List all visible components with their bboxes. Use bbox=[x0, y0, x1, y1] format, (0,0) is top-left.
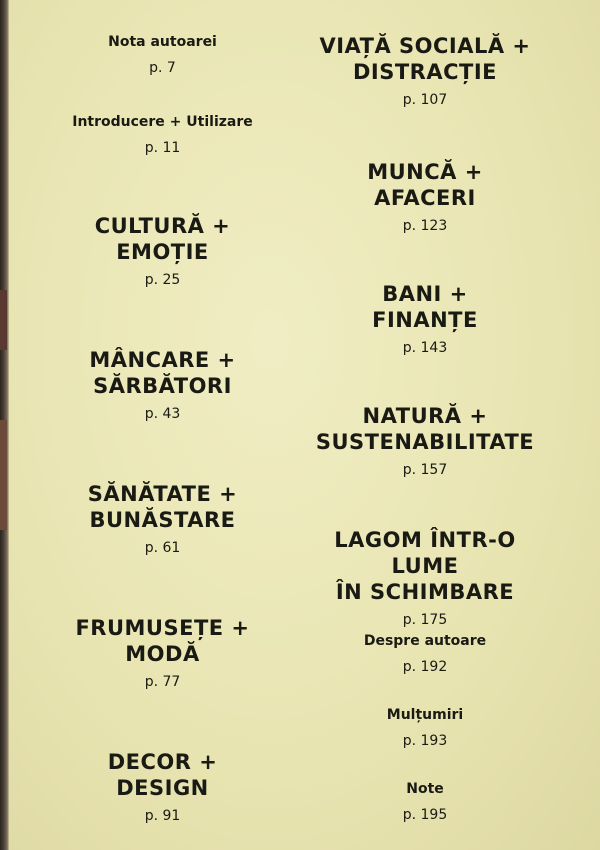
toc-page-number: p. 175 bbox=[402, 612, 448, 628]
toc-title-line: SĂRBĂTORI bbox=[93, 374, 232, 398]
toc-page-number: p. 7 bbox=[149, 60, 176, 76]
toc-entry-title bbox=[40, 33, 285, 51]
toc-page-number: p. 123 bbox=[402, 218, 448, 234]
toc-entry-title bbox=[300, 632, 550, 650]
toc-entry bbox=[40, 347, 285, 423]
toc-entry-title bbox=[40, 347, 285, 399]
toc-entry-title bbox=[300, 159, 550, 211]
toc-title-line: CULTURĂ + bbox=[94, 214, 231, 238]
cover-edge-detail bbox=[0, 290, 7, 350]
toc-title-line: Despre autoare bbox=[363, 633, 487, 649]
toc-entry bbox=[300, 527, 550, 629]
toc-title-line: Mulțumiri bbox=[386, 707, 464, 723]
toc-title-line: AFACERI bbox=[374, 186, 476, 210]
toc-page-number: p. 193 bbox=[402, 733, 448, 749]
toc-entry-title bbox=[40, 615, 285, 667]
toc-entry bbox=[300, 281, 550, 357]
toc-title-line: DESIGN bbox=[116, 776, 209, 800]
toc-title-line: Introducere + Utilizare bbox=[72, 114, 253, 130]
toc-title-line: EMOȚIE bbox=[116, 240, 209, 264]
toc-title-line: SUSTENABILITATE bbox=[315, 430, 535, 454]
toc-title-line: MÂNCARE + bbox=[89, 348, 236, 372]
toc-entry-title bbox=[40, 113, 285, 131]
toc-entry bbox=[40, 749, 285, 825]
toc-title-line: NATURĂ + bbox=[362, 404, 488, 428]
toc-entry-title bbox=[300, 33, 550, 85]
toc-entry-title bbox=[40, 213, 285, 265]
toc-page-number: p. 25 bbox=[144, 272, 181, 288]
toc-page-number: p. 143 bbox=[402, 340, 448, 356]
toc-page-number: p. 157 bbox=[402, 462, 448, 478]
toc-entry bbox=[40, 113, 285, 157]
toc-page-number: p. 195 bbox=[402, 807, 448, 823]
toc-title-line: ÎN SCHIMBARE bbox=[335, 580, 515, 604]
toc-entry-title bbox=[300, 281, 550, 333]
book-cover-edge bbox=[0, 0, 9, 850]
toc-entry bbox=[40, 481, 285, 557]
toc-page-number: p. 77 bbox=[144, 674, 181, 690]
toc-page-number: p. 192 bbox=[402, 659, 448, 675]
toc-title-line: Note bbox=[406, 781, 444, 797]
toc-entry-title bbox=[40, 749, 285, 801]
toc-page-number: p. 43 bbox=[144, 406, 181, 422]
toc-page-number: p. 61 bbox=[144, 540, 181, 556]
cover-edge-detail bbox=[0, 420, 7, 530]
toc-entry-title bbox=[300, 706, 550, 724]
toc-title-line: LAGOM ÎNTR-O LUME bbox=[334, 528, 516, 578]
toc-page-number: p. 91 bbox=[144, 808, 181, 824]
toc-page-number: p. 11 bbox=[144, 140, 181, 156]
toc-entry bbox=[40, 33, 285, 77]
toc-title-line: BUNĂSTARE bbox=[89, 508, 236, 532]
toc-title-line: Nota autoarei bbox=[108, 34, 217, 50]
toc-entry-title bbox=[300, 780, 550, 798]
toc-title-line: BANI + bbox=[382, 282, 468, 306]
toc-entry bbox=[300, 403, 550, 479]
toc-title-line: DISTRACȚIE bbox=[352, 60, 497, 84]
toc-entry-title bbox=[300, 403, 550, 455]
toc-entry bbox=[40, 213, 285, 289]
toc-title-line: DECOR + bbox=[107, 750, 218, 774]
toc-entry-title bbox=[40, 481, 285, 533]
toc-entry bbox=[40, 615, 285, 691]
toc-title-line: SĂNĂTATE + bbox=[87, 482, 238, 506]
toc-entry bbox=[300, 632, 550, 676]
toc-entry bbox=[300, 706, 550, 750]
toc-page-number: p. 107 bbox=[402, 92, 448, 108]
toc-title-line: FINANȚE bbox=[372, 308, 478, 332]
toc-entry bbox=[300, 780, 550, 824]
toc-title-line: MUNCĂ + bbox=[367, 160, 483, 184]
toc-entry-title bbox=[300, 527, 550, 605]
toc-entry bbox=[300, 159, 550, 235]
toc-entry bbox=[300, 33, 550, 109]
toc-title-line: MODĂ bbox=[125, 642, 200, 666]
toc-title-line: FRUMUSEȚE + bbox=[75, 616, 250, 640]
toc-title-line: VIAȚĂ SOCIALĂ + bbox=[319, 34, 531, 58]
